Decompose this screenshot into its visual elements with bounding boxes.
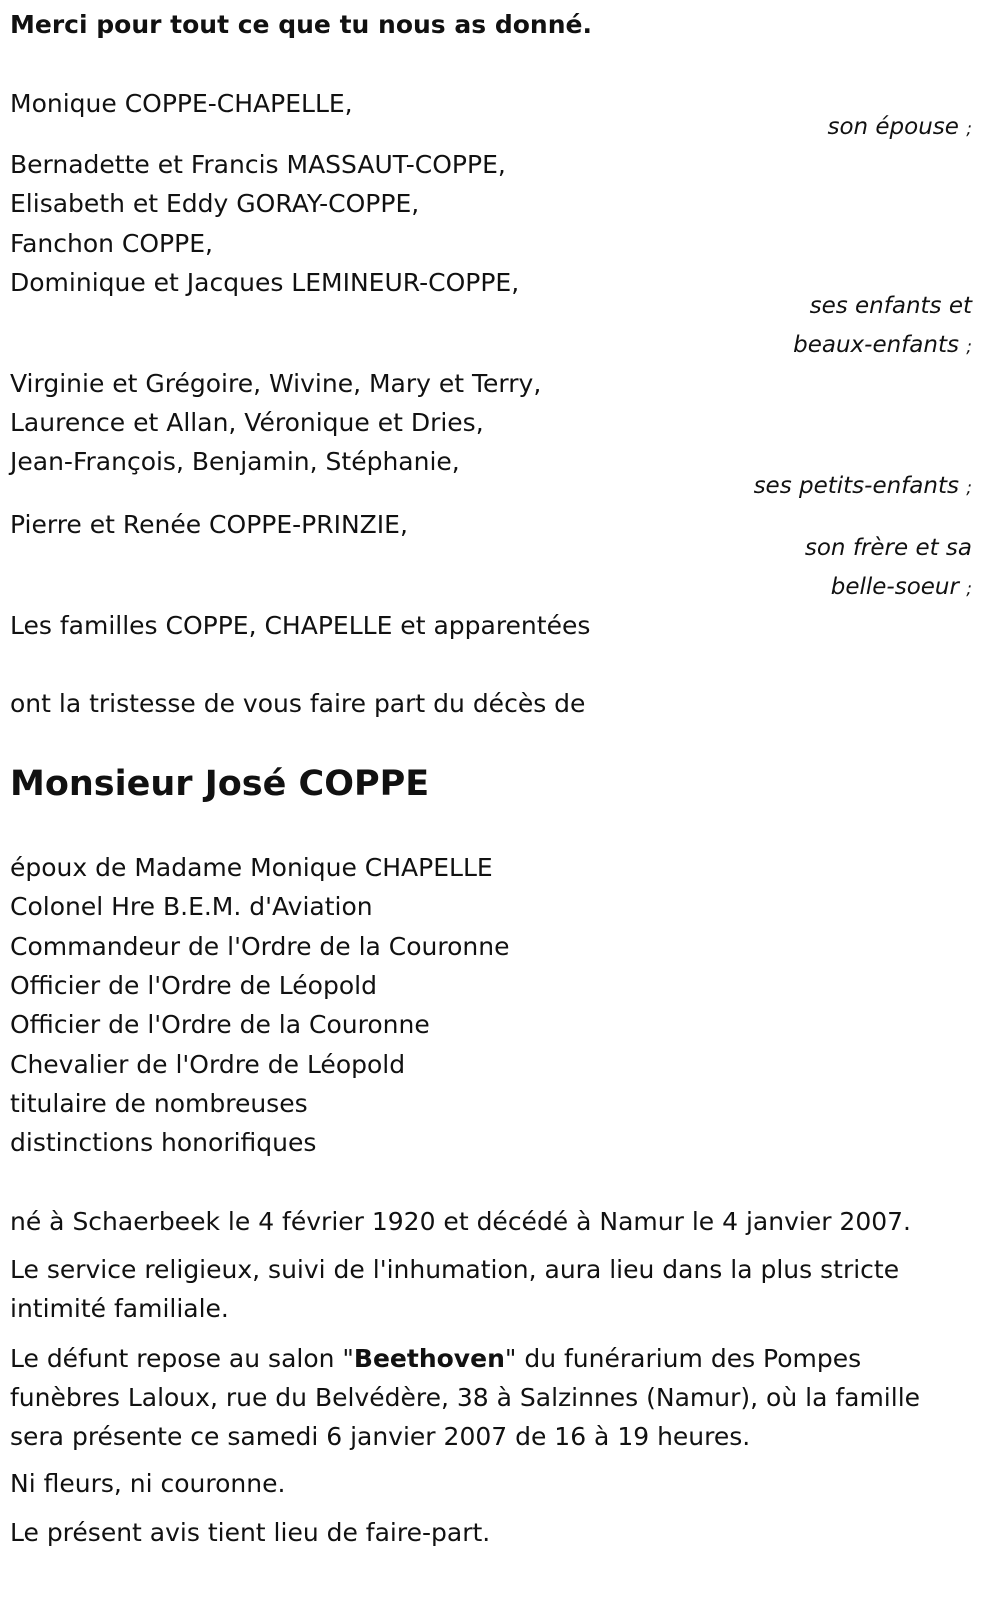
faire-part-notice: Le présent avis tient lieu de faire-part.: [10, 1518, 491, 1547]
flowers-notice: Ni fleurs, ni couronne.: [10, 1469, 286, 1498]
sibling-names: Pierre et Renée COPPE-PRINZIE,: [10, 510, 408, 539]
deceased-name: Monsieur José COPPE: [10, 764, 430, 804]
siblings-relation-line1: son frère et sa: [804, 535, 972, 561]
spouse-relation: son épouse ;: [827, 114, 972, 140]
tagline: Merci pour tout ce que tu nous as donné.: [10, 10, 592, 39]
child-name: Fanchon COPPE,: [10, 229, 213, 258]
child-name: Dominique et Jacques LEMINEUR-COPPE,: [10, 268, 520, 297]
siblings-relation-line2: belle-soeur ;: [830, 574, 972, 600]
deceased-title: titulaire de nombreuses: [10, 1089, 308, 1118]
families-line: Les familles COPPE, CHAPELLE et apparentées: [10, 611, 591, 640]
announcement: ont la tristesse de vous faire part du décès de: [10, 689, 586, 718]
birth-death-details: né à Schaerbeek le 4 février 1920 et décédé à Namur le 4 janvier 2007.: [10, 1207, 912, 1236]
grandchild-names: Jean-François, Benjamin, Stéphanie,: [10, 447, 460, 476]
child-name: Elisabeth et Eddy GORAY-COPPE,: [10, 189, 420, 218]
spouse-name: Monique COPPE-CHAPELLE,: [10, 89, 353, 118]
obituary-notice: [10, 0, 972, 1598]
grandchild-names: Laurence et Allan, Véronique et Dries,: [10, 408, 484, 437]
grandchild-names: Virginie et Grégoire, Wivine, Mary et Terry,: [10, 369, 542, 398]
deceased-title: Commandeur de l'Ordre de la Couronne: [10, 932, 510, 961]
salon-name: Beethoven: [353, 1344, 505, 1373]
deceased-title: Chevalier de l'Ordre de Léopold: [10, 1050, 406, 1079]
children-relation-line2: beaux-enfants ;: [793, 332, 972, 358]
grandchildren-relation: ses petits-enfants ;: [753, 473, 972, 499]
deceased-title: époux de Madame Monique CHAPELLE: [10, 853, 493, 882]
deceased-title: distinctions honorifiques: [10, 1128, 317, 1157]
visitation-details: Le défunt repose au salon "Beethoven" du funérarium des Pompes funèbres Laloux, rue du Belvédère, 38 à Salzinnes (Namur), où la famille sera présente ce samedi 6 janvier 2007 de 16 à 19 heures.: [10, 1344, 921, 1451]
deceased-title: Officier de l'Ordre de Léopold: [10, 971, 377, 1000]
deceased-title: Colonel Hre B.E.M. d'Aviation: [10, 892, 373, 921]
children-relation-line1: ses enfants et: [809, 293, 972, 319]
deceased-title: Officier de l'Ordre de la Couronne: [10, 1010, 430, 1039]
service-details: Le service religieux, suivi de l'inhumation, aura lieu dans la plus stricte intimité familiale.: [10, 1255, 900, 1323]
child-name: Bernadette et Francis MASSAUT-COPPE,: [10, 150, 506, 179]
